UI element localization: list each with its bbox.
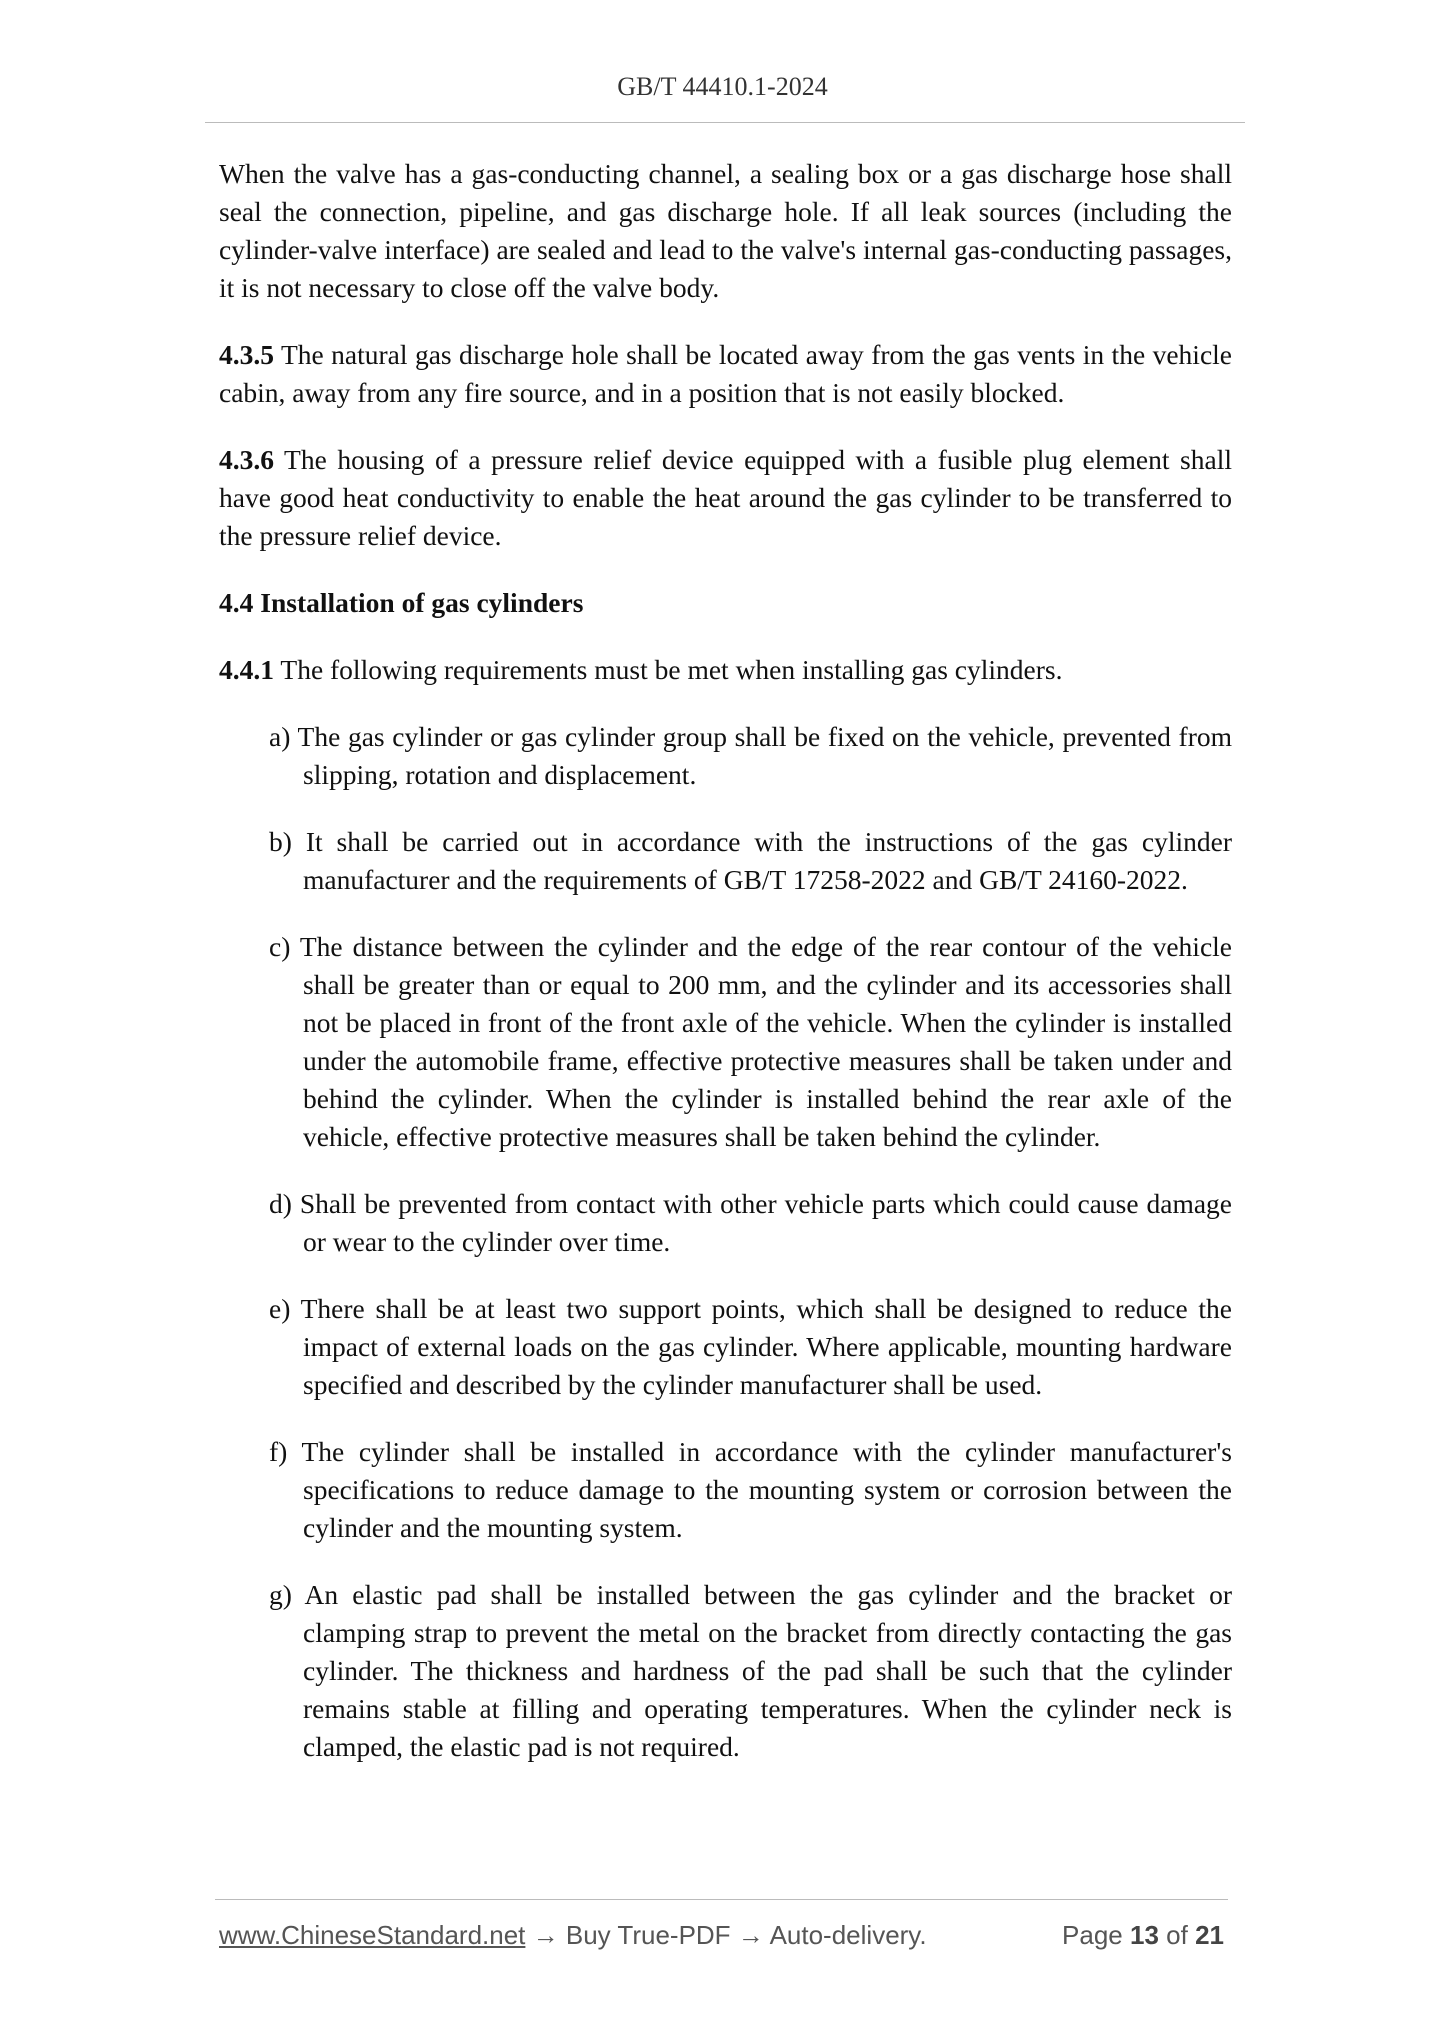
list-item: g) An elastic pad shall be installed between the gas cylinder and the bracket or clamping strap to prevent the metal on the bracket from directly contacting the gas cylinder. The thickness and hardness of the pad shall be such that the cylinder remains stable at filling and operating temperatures. When the cylinder neck is clamped, the elastic pad is not required. <box>269 1579 1232 1762</box>
header-divider <box>205 122 1245 123</box>
clause-4-3-6 <box>219 441 1232 555</box>
standard-number: GB/T 44410.1-2024 <box>617 72 828 101</box>
page-current: 13 <box>1130 1920 1159 1950</box>
list-item: c) The distance between the cylinder and the edge of the rear contour of the vehicle shall be greater than or equal to 200 mm, and the cylinder and its accessories shall not be placed in front of the front axle of the vehicle. When the cylinder is installed under the automobile frame, effective protective measures shall be taken under and behind the cylinder. When the cylinder is installed behind the rear axle of the vehicle, effective protective measures shall be taken behind the cylinder. <box>269 931 1232 1152</box>
list-item: b) It shall be carried out in accordance with the instructions of the gas cylinder manufacturer and the requirements of GB/T 17258-2022 and GB/T 24160-2022. <box>269 826 1232 895</box>
website-link[interactable]: www.ChineseStandard.net <box>219 1920 526 1950</box>
footer-tagline: → Buy True-PDF → Auto-delivery. <box>525 1920 927 1950</box>
clause-4-4-1 <box>219 651 1232 689</box>
clause-text: The following requirements must be met when installing gas cylinders. <box>280 654 1063 685</box>
list-item: d) Shall be prevented from contact with other vehicle parts which could cause damage or wear to the cylinder over time. <box>269 1188 1232 1257</box>
page-total: 21 <box>1195 1920 1224 1950</box>
clause-text: The natural gas discharge hole shall be located away from the gas vents in the vehicle cabin, away from any fire source, and in a position that is not easily blocked. <box>219 339 1232 408</box>
clause-number: 4.4.1 <box>219 654 274 685</box>
clause-text: The housing of a pressure relief device equipped with a fusible plug element shall have good heat conductivity to enable the heat around the gas cylinder to be transferred to the pressure relief device. <box>219 444 1232 551</box>
page-label: Page <box>1062 1920 1123 1950</box>
document-header <box>0 72 1445 102</box>
clause-4-3-5 <box>219 336 1232 412</box>
list-item: e) There shall be at least two support points, which shall be designed to reduce the impact of external loads on the gas cylinder. Where applicable, mounting hardware specified and described by the cylinder manufacturer shall be used. <box>269 1293 1232 1400</box>
intro-paragraph: When the valve has a gas-conducting channel, a sealing box or a gas discharge hose shall seal the connection, pipeline, and gas discharge hole. If all leak sources (including the cylinder-valve interface) are sealed and lead to the valve's internal gas-conducting passages, it is not necessary to close off the valve body. <box>219 158 1232 303</box>
document-body <box>219 155 1232 1795</box>
page-of: of <box>1166 1920 1188 1950</box>
page-indicator <box>1062 1920 1224 1951</box>
list-item: f) The cylinder shall be installed in accordance with the cylinder manufacturer's specifications to reduce damage to the mounting system or corrosion between the cylinder and the mounting system. <box>269 1436 1232 1543</box>
clause-number: 4.3.6 <box>219 444 274 475</box>
section-heading: 4.4 Installation of gas cylinders <box>219 587 584 618</box>
footer-divider <box>215 1899 1228 1900</box>
clause-number: 4.3.5 <box>219 339 274 370</box>
list-item: a) The gas cylinder or gas cylinder group shall be fixed on the vehicle, prevented from slipping, rotation and displacement. <box>269 721 1232 790</box>
footer-promo <box>219 1920 927 1951</box>
